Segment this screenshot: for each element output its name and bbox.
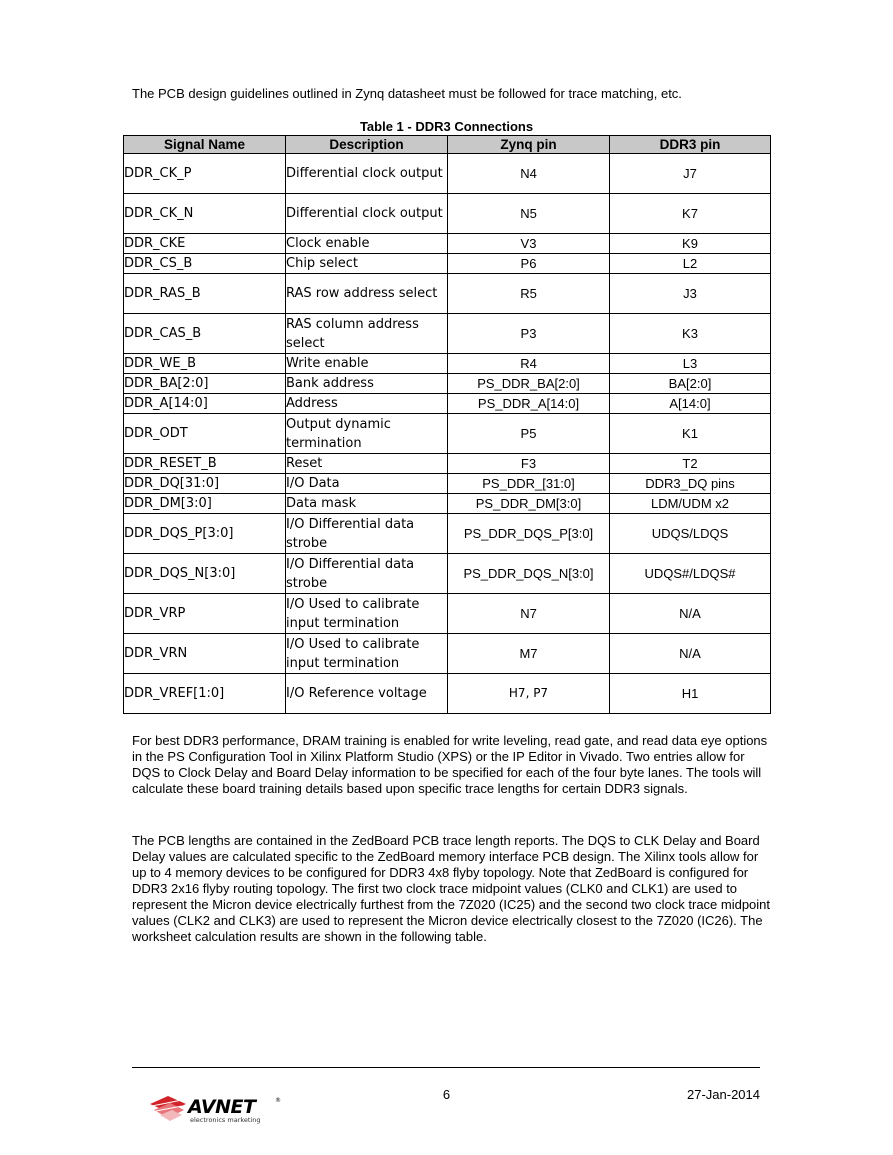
ddr3-connections-table (123, 135, 771, 714)
header-description: Description (286, 136, 448, 154)
svg-text:®: ® (275, 1097, 281, 1104)
header-ddr3-pin: DDR3 pin (610, 136, 771, 154)
ddr3-pin-cell: T2 (610, 454, 771, 474)
svg-text:AVNET: AVNET (188, 1096, 256, 1118)
ddr3-pin-cell: BA[2:0] (610, 374, 771, 394)
signal-cell: DDR_DM[3:0] (124, 494, 286, 514)
description-cell: I/O Differential data strobe (286, 554, 448, 594)
ddr3-pin-cell: L2 (610, 254, 771, 274)
zynq-pin-cell: M7 (448, 634, 610, 674)
ddr3-pin-cell: J3 (610, 274, 771, 314)
zynq-pin-cell: R5 (448, 274, 610, 314)
description-cell: I/O Data (286, 474, 448, 494)
table-row (124, 634, 771, 674)
description-cell: Differential clock output (286, 194, 448, 234)
zynq-pin-cell: F3 (448, 454, 610, 474)
signal-cell: DDR_A[14:0] (124, 394, 286, 414)
body-paragraph: For best DDR3 performance, DRAM training is enabled for write leveling, read gate, and read data eye options in the PS Configuration Tool in Xilinx Platform Studio (XPS) or the IP Editor in Vivado. Two entries allow for DQS to Clock Delay and Board Delay information to be specified for each of the four byte lanes. The tools will calculate these board training details based upon specific trace lengths for certain DDR3 signals. (132, 733, 768, 796)
table-row (124, 354, 771, 374)
description-cell: Output dynamic termination (286, 414, 448, 454)
zynq-pin-cell: N4 (448, 154, 610, 194)
signal-cell: DDR_DQS_N[3:0] (124, 554, 286, 594)
ddr3-pin-cell: K3 (610, 314, 771, 354)
signal-cell: DDR_CK_P (124, 154, 286, 194)
intro-text: The PCB design guidelines outlined in Zynq datasheet must be followed for trace matching, etc. (132, 86, 682, 101)
description-cell: Reset (286, 454, 448, 474)
table-row (124, 314, 771, 354)
description-cell: Write enable (286, 354, 448, 374)
zynq-pin-cell: P3 (448, 314, 610, 354)
table-row (124, 554, 771, 594)
signal-cell: DDR_VREF[1:0] (124, 674, 286, 714)
table-caption: Table 1 - DDR3 Connections (359, 119, 534, 134)
table-row (124, 274, 771, 314)
ddr3-pin-cell: L3 (610, 354, 771, 374)
description-cell: Clock enable (286, 234, 448, 254)
table-row (124, 154, 771, 194)
zynq-pin-cell: PS_DDR_DQS_N[3:0] (448, 554, 610, 594)
zynq-pin-cell: V3 (448, 234, 610, 254)
ddr3-pin-cell: A[14:0] (610, 394, 771, 414)
table-row (124, 254, 771, 274)
svg-text:electronics marketing: electronics marketing (190, 1116, 261, 1124)
zynq-pin-cell: N7 (448, 594, 610, 634)
zynq-pin-cell: H7, P7 (448, 674, 610, 714)
ddr3-pin-cell: K9 (610, 234, 771, 254)
ddr3-pin-cell: UDQS#/LDQS# (610, 554, 771, 594)
description-cell: RAS column address select (286, 314, 448, 354)
header-zynq-pin: Zynq pin (448, 136, 610, 154)
ddr3-pin-cell: K7 (610, 194, 771, 234)
description-cell: I/O Used to calibrate input termination (286, 634, 448, 674)
footer-date: 27-Jan-2014 (687, 1087, 760, 1102)
table-row (124, 394, 771, 414)
zynq-pin-cell: P5 (448, 414, 610, 454)
table-row (124, 514, 771, 554)
description-cell: Chip select (286, 254, 448, 274)
signal-cell: DDR_DQ[31:0] (124, 474, 286, 494)
table-row (124, 674, 771, 714)
ddr3-pin-cell: LDM/UDM x2 (610, 494, 771, 514)
zynq-pin-cell: PS_DDR_A[14:0] (448, 394, 610, 414)
description-cell: I/O Reference voltage (286, 674, 448, 714)
signal-cell: DDR_VRN (124, 634, 286, 674)
table-row (124, 414, 771, 454)
description-cell: I/O Used to calibrate input termination (286, 594, 448, 634)
signal-cell: DDR_CK_N (124, 194, 286, 234)
signal-cell: DDR_CAS_B (124, 314, 286, 354)
signal-cell: DDR_RAS_B (124, 274, 286, 314)
signal-cell: DDR_RESET_B (124, 454, 286, 474)
table-row (124, 494, 771, 514)
table-row (124, 454, 771, 474)
zynq-pin-cell: PS_DDR_DQS_P[3:0] (448, 514, 610, 554)
ddr3-pin-cell: J7 (610, 154, 771, 194)
signal-cell: DDR_WE_B (124, 354, 286, 374)
zynq-pin-cell: R4 (448, 354, 610, 374)
signal-cell: DDR_ODT (124, 414, 286, 454)
ddr3-pin-cell: K1 (610, 414, 771, 454)
table-row (124, 594, 771, 634)
description-cell: Differential clock output (286, 154, 448, 194)
signal-cell: DDR_CS_B (124, 254, 286, 274)
body-paragraph: The PCB lengths are contained in the ZedBoard PCB trace length reports. The DQS to CLK Delay and Board Delay values are calculated specific to the ZedBoard memory interface PCB design. The Xilinx tools allow for up to 4 memory devices to be configured for DDR3 4x8 flyby topology. Note that ZedBoard is configured for DDR3 2x16 flyby routing topology. The first two clock trace midpoint values (CLK0 and CLK1) are used to represent the Micron device electrically furthest from the 7Z020 (IC25) and the second two clock trace midpoint values (CLK2 and CLK3) are used to represent the Micron device electrically closest to the 7Z020 (IC26). The worksheet calculation results are shown in the following table. (132, 833, 771, 944)
signal-cell: DDR_CKE (124, 234, 286, 254)
footer-divider (132, 1067, 760, 1068)
ddr3-pin-cell: H1 (610, 674, 771, 714)
ddr3-pin-cell: UDQS/LDQS (610, 514, 771, 554)
zynq-pin-cell: PS_DDR_DM[3:0] (448, 494, 610, 514)
signal-cell: DDR_VRP (124, 594, 286, 634)
description-cell: Data mask (286, 494, 448, 514)
table-row (124, 234, 771, 254)
table-row (124, 374, 771, 394)
zynq-pin-cell: PS_DDR_BA[2:0] (448, 374, 610, 394)
page-number: 6 (442, 1087, 451, 1102)
description-cell: I/O Differential data strobe (286, 514, 448, 554)
table-row (124, 194, 771, 234)
zynq-pin-cell: P6 (448, 254, 610, 274)
description-cell: Address (286, 394, 448, 414)
ddr3-pin-cell: N/A (610, 634, 771, 674)
description-cell: Bank address (286, 374, 448, 394)
signal-cell: DDR_DQS_P[3:0] (124, 514, 286, 554)
signal-cell: DDR_BA[2:0] (124, 374, 286, 394)
description-cell: RAS row address select (286, 274, 448, 314)
zynq-pin-cell: PS_DDR_[31:0] (448, 474, 610, 494)
table-header-row (124, 136, 771, 154)
ddr3-pin-cell: N/A (610, 594, 771, 634)
zynq-pin-cell: N5 (448, 194, 610, 234)
header-signal-name: Signal Name (124, 136, 286, 154)
table-row (124, 474, 771, 494)
ddr3-pin-cell: DDR3_DQ pins (610, 474, 771, 494)
